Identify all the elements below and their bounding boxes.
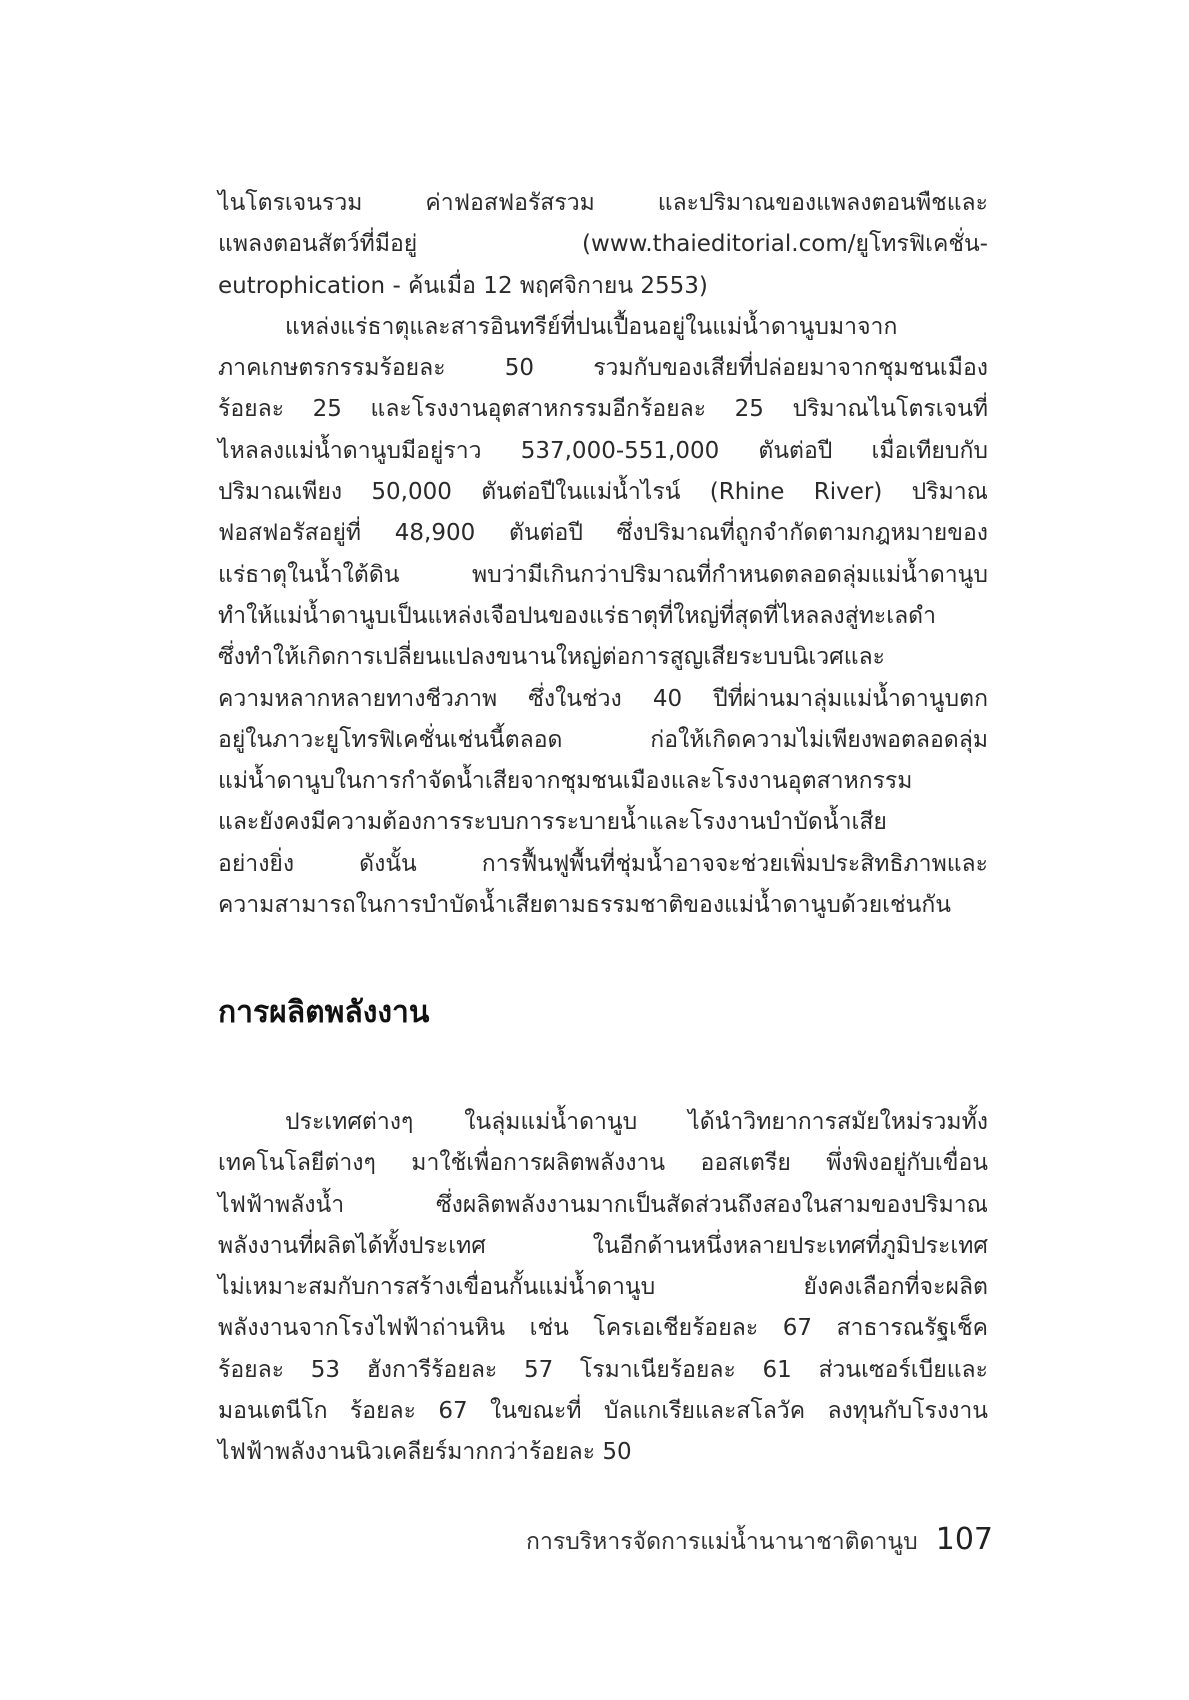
text-line: ภาคเกษตรกรรมร้อยละ 50 รวมกับของเสียที่ปล่อยมาจากชุมชนเมือง: [218, 355, 988, 382]
text-line: ไฟฟ้าพลังงานนิวเคลียร์มากกว่าร้อยละ 50: [218, 1439, 632, 1466]
text-line: และยังคงมีความต้องการระบบการระบายน้ำและโรงงานบำบัดน้ำเสีย: [218, 809, 887, 836]
text-line: มอนเตนีโก ร้อยละ 67 ในขณะที่ บัลแกเรียและสโลวัค ลงทุนกับโรงงาน: [218, 1398, 988, 1425]
text-line: ซึ่งทำให้เกิดการเปลี่ยนแปลงขนานใหญ่ต่อการสูญเสียระบบนิเวศและ: [218, 644, 886, 671]
text-line: ไม่เหมาะสมกับการสร้างเขื่อนกั้นแม่น้ำดานูบ ยังคงเลือกที่จะผลิต: [218, 1274, 988, 1301]
text-line: อย่างยิ่ง ดังนั้น การฟื้นฟูพื้นที่ชุ่มน้ำอาจจะช่วยเพิ่มประสิทธิภาพและ: [218, 850, 988, 877]
text-line: ปริมาณเพียง 50,000 ตันต่อปีในแม่น้ำไรน์ (Rhine River) ปริมาณ: [218, 479, 988, 506]
text-line: อยู่ในภาวะยูโทรฟิเคชั่นเช่นนี้ตลอด ก่อให้เกิดความไม่เพียงพอตลอดลุ่ม: [218, 726, 988, 753]
text-line: ประเทศต่างๆ ในลุ่มแม่น้ำดานูบ ได้นำวิทยาการสมัยใหม่รวมทั้ง: [285, 1109, 988, 1135]
text-line: ไฟฟ้าพลังน้ำ ซึ่งผลิตพลังงานมากเป็นสัดส่วนถึงสองในสามของปริมาณ: [218, 1191, 988, 1218]
text-line: ความหลากหลายทางชีวภาพ ซึ่งในช่วง 40 ปีที่ผ่านมาลุ่มแม่น้ำดานูบตก: [218, 685, 988, 712]
page-footer: [526, 1522, 993, 1560]
body-paragraphs-2: [218, 1102, 988, 1474]
text-line: แร่ธาตุในน้ำใต้ดิน พบว่ามีเกินกว่าปริมาณที่กำหนดตลอดลุ่มแม่น้ำดานูบ: [218, 561, 988, 588]
text-line: ไนโตรเจนรวม ค่าฟอสฟอรัสรวม และปริมาณของแพลงตอนพืชและ: [218, 190, 988, 216]
text-line: ความสามารถในการบำบัดน้ำเสียตามธรรมชาติของแม่น้ำดานูบด้วยเช่นกัน: [218, 892, 952, 919]
text-line: ฟอสฟอรัสอยู่ที่ 48,900 ตันต่อปี ซึ่งปริมาณที่ถูกจำกัดตามกฎหมายของ: [218, 520, 988, 547]
text-line: ร้อยละ 25 และโรงงานอุตสาหกรรมอีกร้อยละ 25 ปริมาณไนโตรเจนที่: [218, 396, 988, 423]
text-line: แพลงตอนสัตว์ที่มีอยู่ (www.thaieditorial.com/ยูโทรฟิเคชั่น-: [218, 231, 988, 258]
section-heading: การผลิตพลังงาน: [218, 995, 430, 1030]
text-line: eutrophication - ค้นเมื่อ 12 พฤศจิกายน 2553): [218, 272, 708, 299]
text-line: ทำให้แม่น้ำดานูบเป็นแหล่งเจือปนของแร่ธาตุที่ใหญ่ที่สุดที่ไหลลงสู่ทะเลดำ: [218, 602, 937, 629]
body-paragraphs-1: [218, 183, 988, 926]
text-line: เทคโนโลยีต่างๆ มาใช้เพื่อการผลิตพลังงาน ออสเตรีย พึ่งพิงอยู่กับเขื่อน: [218, 1150, 988, 1177]
text-line: ร้อยละ 53 ฮังการีร้อยละ 57 โรมาเนียร้อยละ 61 ส่วนเซอร์เบียและ: [218, 1356, 988, 1383]
text-line: ไหลลงแม่น้ำดานูบมีอยู่ราว 537,000-551,000 ตันต่อปี เมื่อเทียบกับ: [218, 437, 988, 464]
page-number: 107: [935, 1522, 993, 1557]
text-line: พลังงานที่ผลิตได้ทั้งประเทศ ในอีกด้านหนึ่งหลายประเทศที่ภูมิประเทศ: [218, 1232, 988, 1259]
running-title: การบริหารจัดการแม่น้ำนานาชาติดานูบ: [526, 1529, 918, 1555]
text-line: แหล่งแร่ธาตุและสารอินทรีย์ที่ปนเปื้อนอยู่ในแม่น้ำดานูบมาจาก: [285, 313, 898, 340]
text-line: แม่น้ำดานูบในการกำจัดน้ำเสียจากชุมชนเมืองและโรงงานอุตสาหกรรม: [218, 768, 913, 795]
text-line: พลังงานจากโรงไฟฟ้าถ่านหิน เช่น โครเอเชียร้อยละ 67 สาธารณรัฐเช็ค: [218, 1315, 988, 1342]
